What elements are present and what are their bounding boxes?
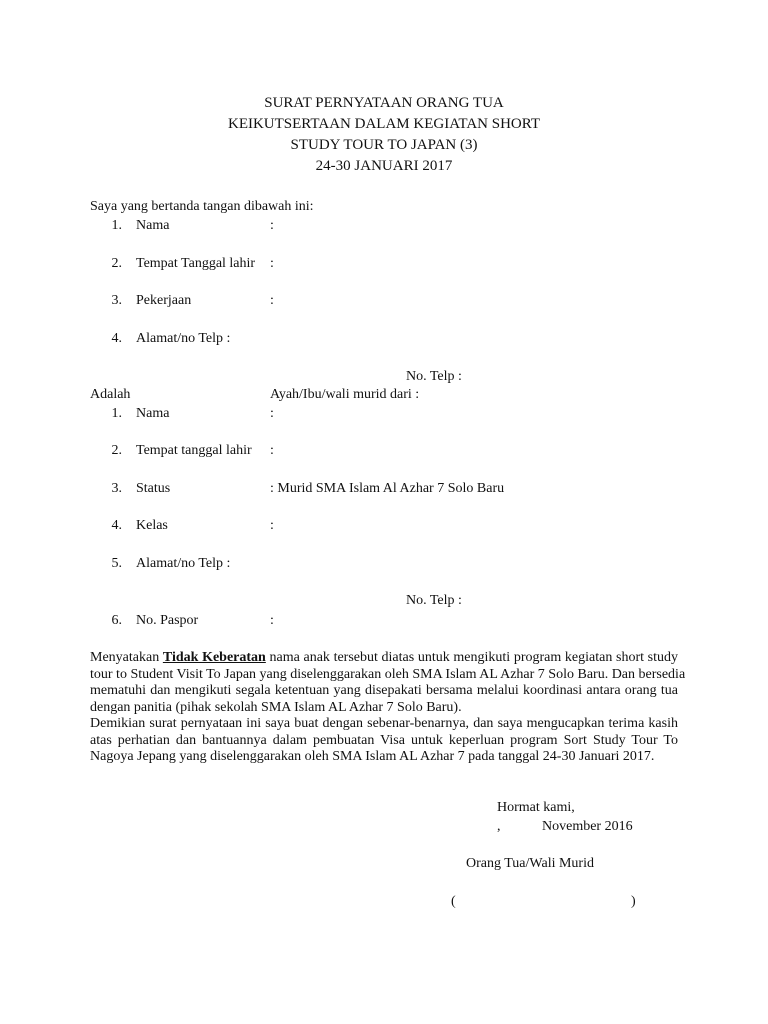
statement-prefix: Menyatakan — [90, 650, 163, 665]
student-field-number: 3. — [111, 481, 122, 496]
closing-signer: Orang Tua/Wali Murid — [466, 856, 594, 871]
parent-field-label-birth: Tempat Tanggal lahir — [136, 256, 256, 271]
student-field-label-status: Status — [136, 481, 171, 496]
parent-field-label-job: Pekerjaan — [136, 293, 192, 308]
parent-field-number: 1. — [111, 218, 122, 233]
student-field-number: 6. — [111, 613, 122, 628]
title-line-3: STUDY TOUR TO JAPAN (3) — [290, 137, 478, 153]
parent-phone-label: No. Telp : — [406, 369, 462, 384]
student-field-colon-birth: : — [270, 443, 274, 458]
closing-date: November 2016 — [542, 819, 633, 834]
closing-greeting: Hormat kami, — [497, 800, 575, 815]
student-field-label-passport: No. Paspor — [136, 613, 199, 628]
student-phone-label: No. Telp : — [406, 593, 462, 608]
intro-text: Saya yang bertanda tangan dibawah ini: — [90, 199, 314, 214]
parent-field-colon-birth: : — [270, 256, 274, 271]
statement-line-3: mematuhi dan mengikuti segala ketentuan yang disepakati bersama melalui koordinasi antara orang tua — [90, 683, 678, 698]
parent-field-colon-name: : — [270, 218, 274, 233]
student-field-value-status: : Murid SMA Islam Al Azhar 7 Solo Baru — [270, 481, 505, 496]
student-field-number: 5. — [111, 556, 122, 571]
statement-line-1 — [90, 650, 678, 667]
parent-field-number: 4. — [111, 331, 122, 346]
parent-field-colon-job: : — [270, 293, 274, 308]
student-field-number: 2. — [111, 443, 122, 458]
student-field-number: 1. — [111, 406, 122, 421]
adalah-label: Adalah — [90, 387, 131, 402]
title-line-4: 24-30 JANUARI 2017 — [315, 158, 453, 174]
student-field-label-name: Nama — [136, 406, 170, 421]
title-line-2: KEIKUTSERTAAN DALAM KEGIATAN SHORT — [227, 116, 541, 132]
student-field-colon-passport: : — [270, 613, 274, 628]
statement-paragraph — [90, 650, 686, 766]
closing-date-comma: , — [497, 819, 501, 834]
statement-emphasis: Tidak Keberatan — [162, 650, 266, 665]
student-field-label-birth: Tempat tanggal lahir — [136, 443, 252, 458]
parent-field-number: 3. — [111, 293, 122, 308]
parent-field-number: 2. — [111, 256, 122, 271]
signature-paren-open: ( — [451, 894, 456, 909]
statement-line-4: dengan panitia (pihak sekolah SMA Islam AL Azhar 7 Solo Baru). — [90, 699, 462, 715]
signature-paren-close: ) — [631, 894, 636, 909]
student-field-label-class: Kelas — [136, 518, 168, 533]
student-field-colon-class: : — [270, 518, 274, 533]
adalah-value: Ayah/Ibu/wali murid dari : — [270, 387, 420, 402]
student-field-number: 4. — [111, 518, 122, 533]
statement-line-1-rest: nama anak tersebut diatas untuk mengikuti program kegiatan short study — [265, 650, 678, 665]
student-field-label-address: Alamat/no Telp : — [136, 556, 231, 571]
statement-line-5: Demikian surat pernyataan ini saya buat dengan sebenar-benarnya, dan saya mengucapkan terima kasih — [90, 716, 678, 731]
student-field-colon-name: : — [270, 406, 274, 421]
statement-line-7: Nagoya Jepang yang diselenggarakan oleh SMA Islam AL Azhar 7 pada tanggal 24-30 Januari 2017. — [90, 749, 655, 764]
title-line-1: SURAT PERNYATAAN ORANG TUA — [264, 95, 504, 111]
statement-line-2: tour to Student Visit To Japan yang diselenggarakan oleh SMA Islam AL Azhar 7 Solo Baru. Dan bersedia — [90, 666, 686, 682]
parent-field-label-address: Alamat/no Telp : — [136, 331, 231, 346]
parent-field-label-name: Nama — [136, 218, 170, 233]
statement-line-6: atas perhatian dan bantuannya dalam pembuatan Visa untuk keperluan program Sort Study Tour To — [90, 732, 678, 748]
